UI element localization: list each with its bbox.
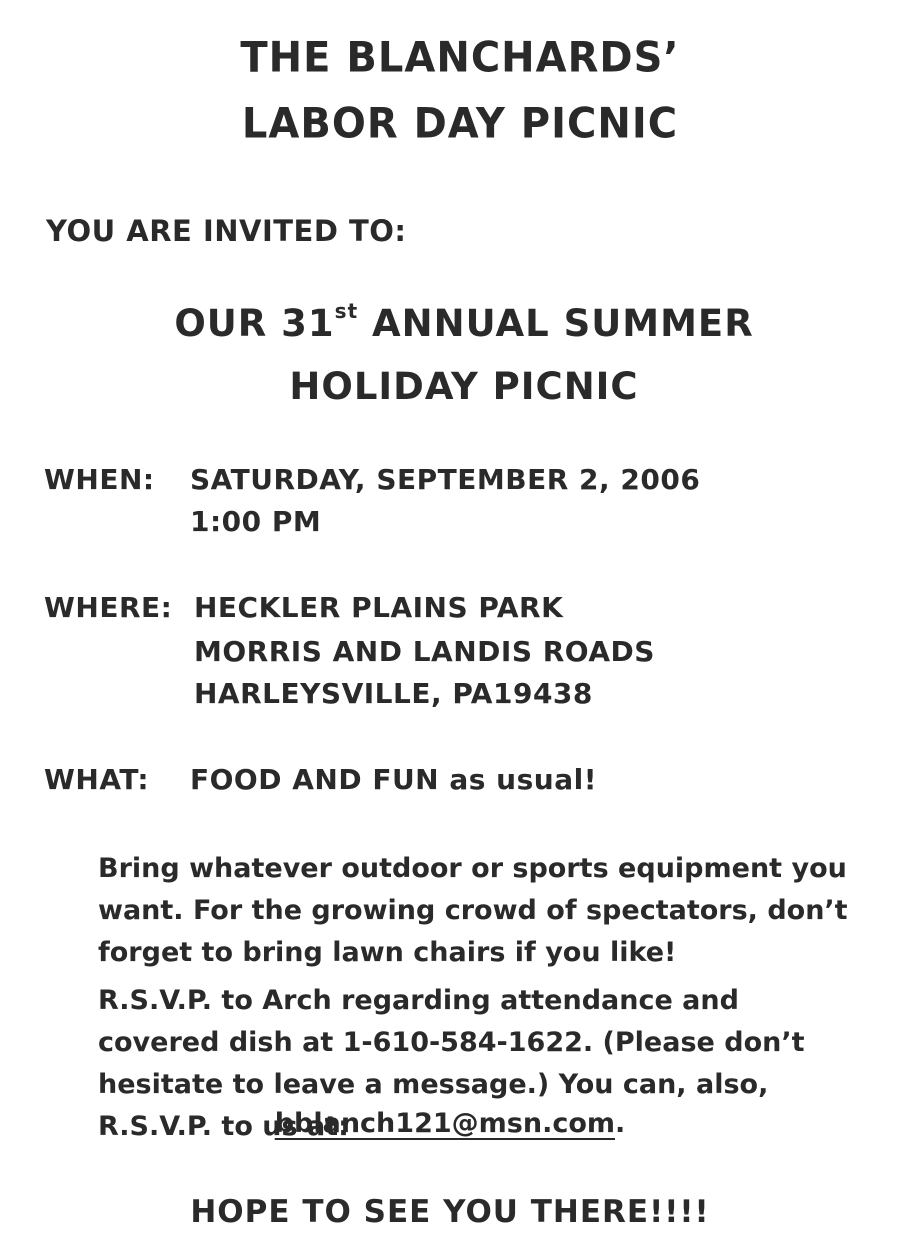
invitation-intro: YOU ARE INVITED TO: xyxy=(46,214,407,248)
what-label: WHAT: xyxy=(44,763,150,796)
when-label: WHEN: xyxy=(44,463,155,496)
where-line-1: HECKLER PLAINS PARK xyxy=(194,591,564,624)
event-title-rest: ANNUAL SUMMER xyxy=(358,302,754,345)
title-line-2: LABOR DAY PICNIC xyxy=(241,99,679,149)
event-title-prefix: OUR 31 xyxy=(174,302,335,345)
closing-line: HOPE TO SEE YOU THERE!!!! xyxy=(190,1194,710,1230)
where-line-3: HARLEYSVILLE, PA19438 xyxy=(194,677,593,710)
title-line-1: THE BLANCHARDS’ xyxy=(240,33,680,83)
email-period: . xyxy=(615,1108,626,1139)
when-date: SATURDAY, SEPTEMBER 2, 2006 xyxy=(190,463,701,496)
equipment-paragraph xyxy=(38,848,868,974)
ordinal-suffix: st xyxy=(334,299,359,323)
what-value: FOOD AND FUN as usual! xyxy=(190,763,597,796)
where-line-2: MORRIS AND LANDIS ROADS xyxy=(194,635,655,668)
email-link[interactable]: bblanch121@msn.com xyxy=(274,1108,616,1139)
email-line xyxy=(0,1108,900,1139)
rsvp-text: R.S.V.P. to Arch regarding attendance and covered dish at 1-610-584-1622. (Please don’t hesitate to leave a message.) You can, also, R.S.V.P. to us at: xyxy=(98,985,805,1142)
equipment-text: Bring whatever outdoor or sports equipment you want. For the growing crowd of spectators, don’t forget to bring lawn chairs if you like! xyxy=(98,853,848,968)
event-title-line-2: HOLIDAY PICNIC xyxy=(289,365,639,408)
when-time: 1:00 PM xyxy=(190,505,322,538)
where-label: WHERE: xyxy=(44,591,173,624)
event-title-line-1 xyxy=(14,299,900,345)
